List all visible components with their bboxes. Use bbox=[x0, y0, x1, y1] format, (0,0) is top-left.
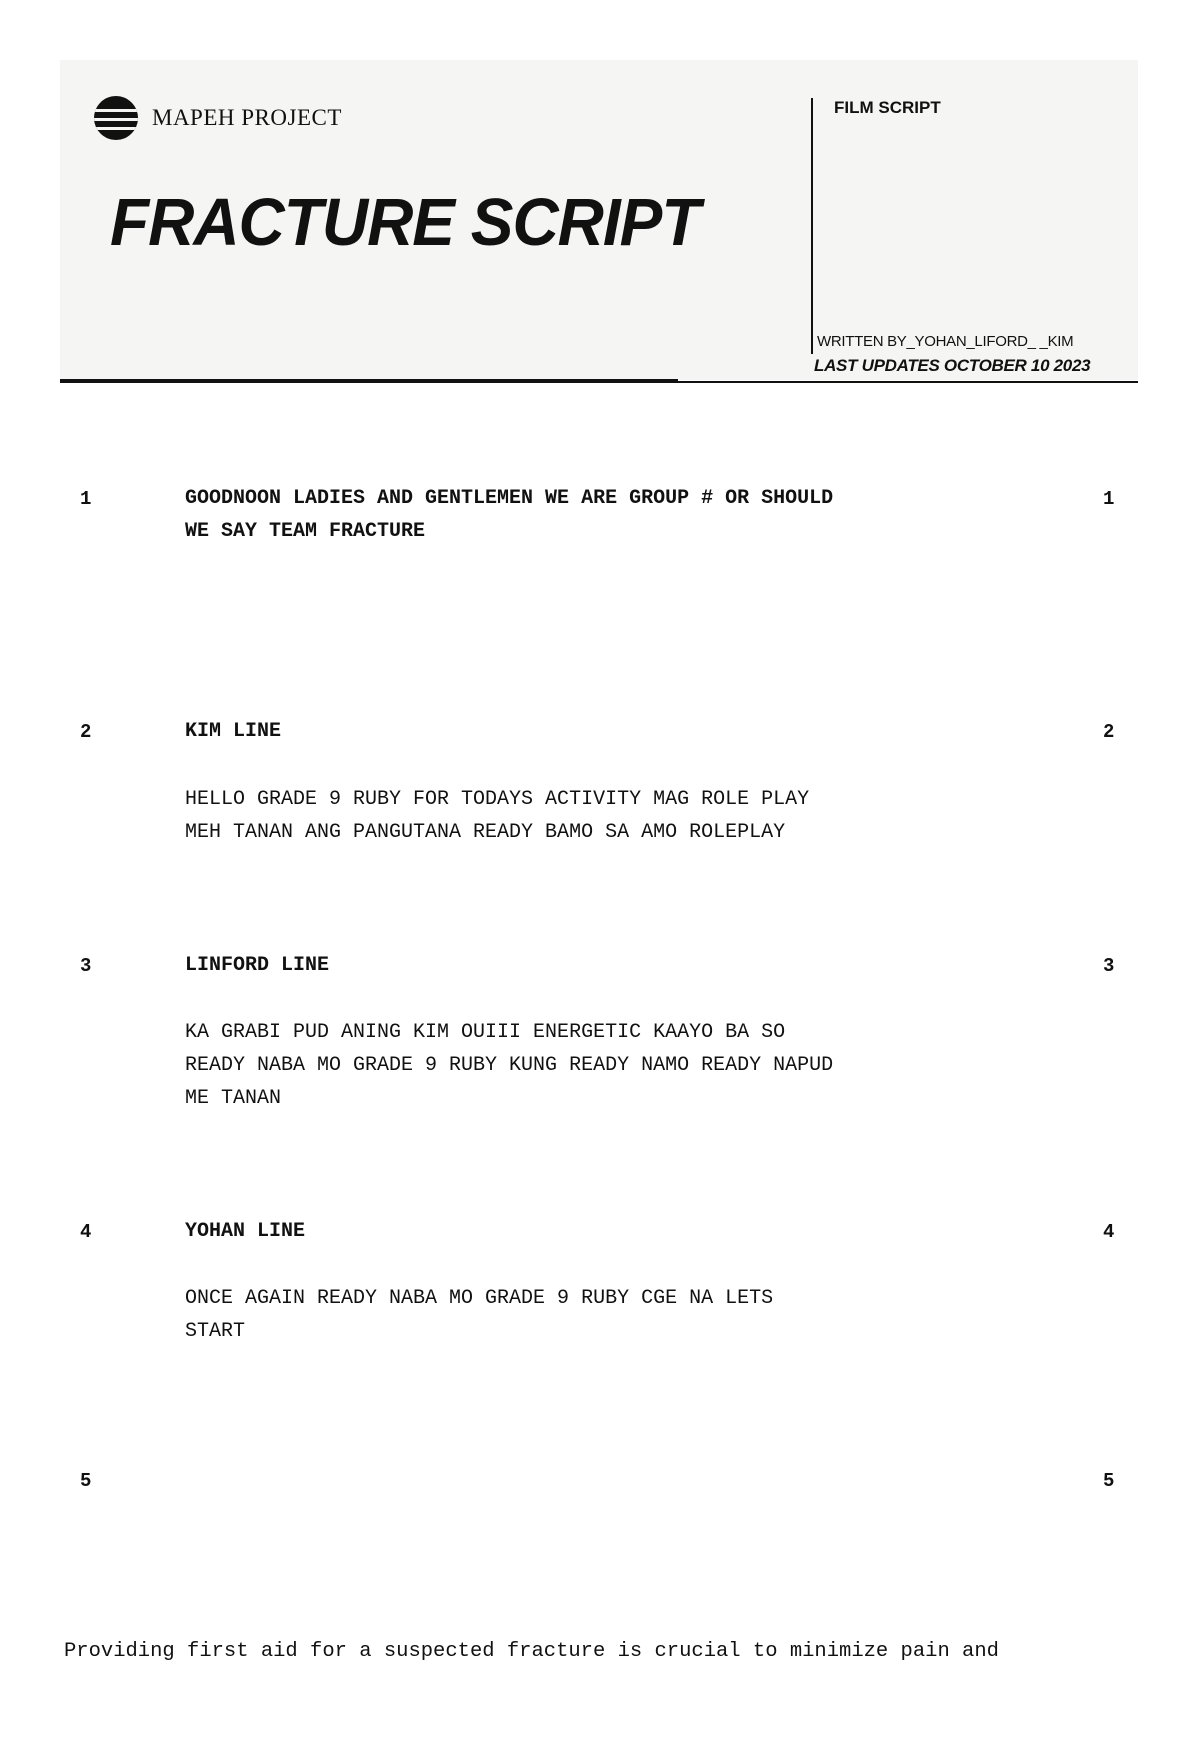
last-updated: LAST UPDATES OCTOBER 10 2023 bbox=[814, 356, 1091, 375]
scene-number-right: 1 bbox=[1103, 488, 1115, 510]
scene-dialogue: KA GRABI PUD ANING KIM OUIII ENERGETIC KAAYO BA SO READY NABA MO GRADE 9 RUBY KUNG READY NAMO READY NAPUD ME TANAN bbox=[185, 1021, 834, 1110]
scene-heading: GOODNOON LADIES AND GENTLEMEN WE ARE GROUP # OR SHOULD WE SAY TEAM FRACTURE bbox=[185, 487, 834, 543]
script-title: FRACTURE SCRIPT bbox=[110, 184, 700, 260]
body-paragraph: Providing first aid for a suspected fracture is crucial to minimize pain and bbox=[64, 1640, 999, 1663]
script-header bbox=[60, 60, 1138, 380]
scene-dialogue: ONCE AGAIN READY NABA MO GRADE 9 RUBY CGE NA LETS START bbox=[185, 1287, 774, 1343]
scene-number-right: 3 bbox=[1103, 955, 1115, 977]
scene-number-right: 5 bbox=[1103, 1470, 1115, 1492]
scene-number-left: 1 bbox=[80, 488, 92, 510]
scene-number-right: 2 bbox=[1103, 721, 1115, 743]
scene-number-left: 3 bbox=[80, 955, 92, 977]
scene-number-left: 5 bbox=[80, 1470, 92, 1492]
brand-name: MAPEH PROJECT bbox=[152, 105, 342, 130]
header-rule-thin bbox=[678, 381, 1138, 383]
scene-heading: KIM LINE bbox=[185, 720, 282, 743]
scene-heading: YOHAN LINE bbox=[185, 1220, 306, 1243]
header-rule-thick bbox=[60, 379, 678, 383]
brand bbox=[94, 96, 342, 140]
scene-number-left: 4 bbox=[80, 1221, 92, 1243]
film-script-label: FILM SCRIPT bbox=[834, 98, 941, 117]
scene-number-right: 4 bbox=[1103, 1221, 1115, 1243]
striped-circle-logo-icon bbox=[94, 96, 138, 140]
scene-heading: LINFORD LINE bbox=[185, 954, 330, 977]
written-by: WRITTEN BY_YOHAN_LIFORD_ _KIM bbox=[817, 333, 1074, 350]
scene-number-left: 2 bbox=[80, 721, 92, 743]
scene-dialogue: HELLO GRADE 9 RUBY FOR TODAYS ACTIVITY MAG ROLE PLAY MEH TANAN ANG PANGUTANA READY BAMO SA AMO ROLEPLAY bbox=[185, 788, 810, 844]
header-divider bbox=[811, 98, 813, 354]
